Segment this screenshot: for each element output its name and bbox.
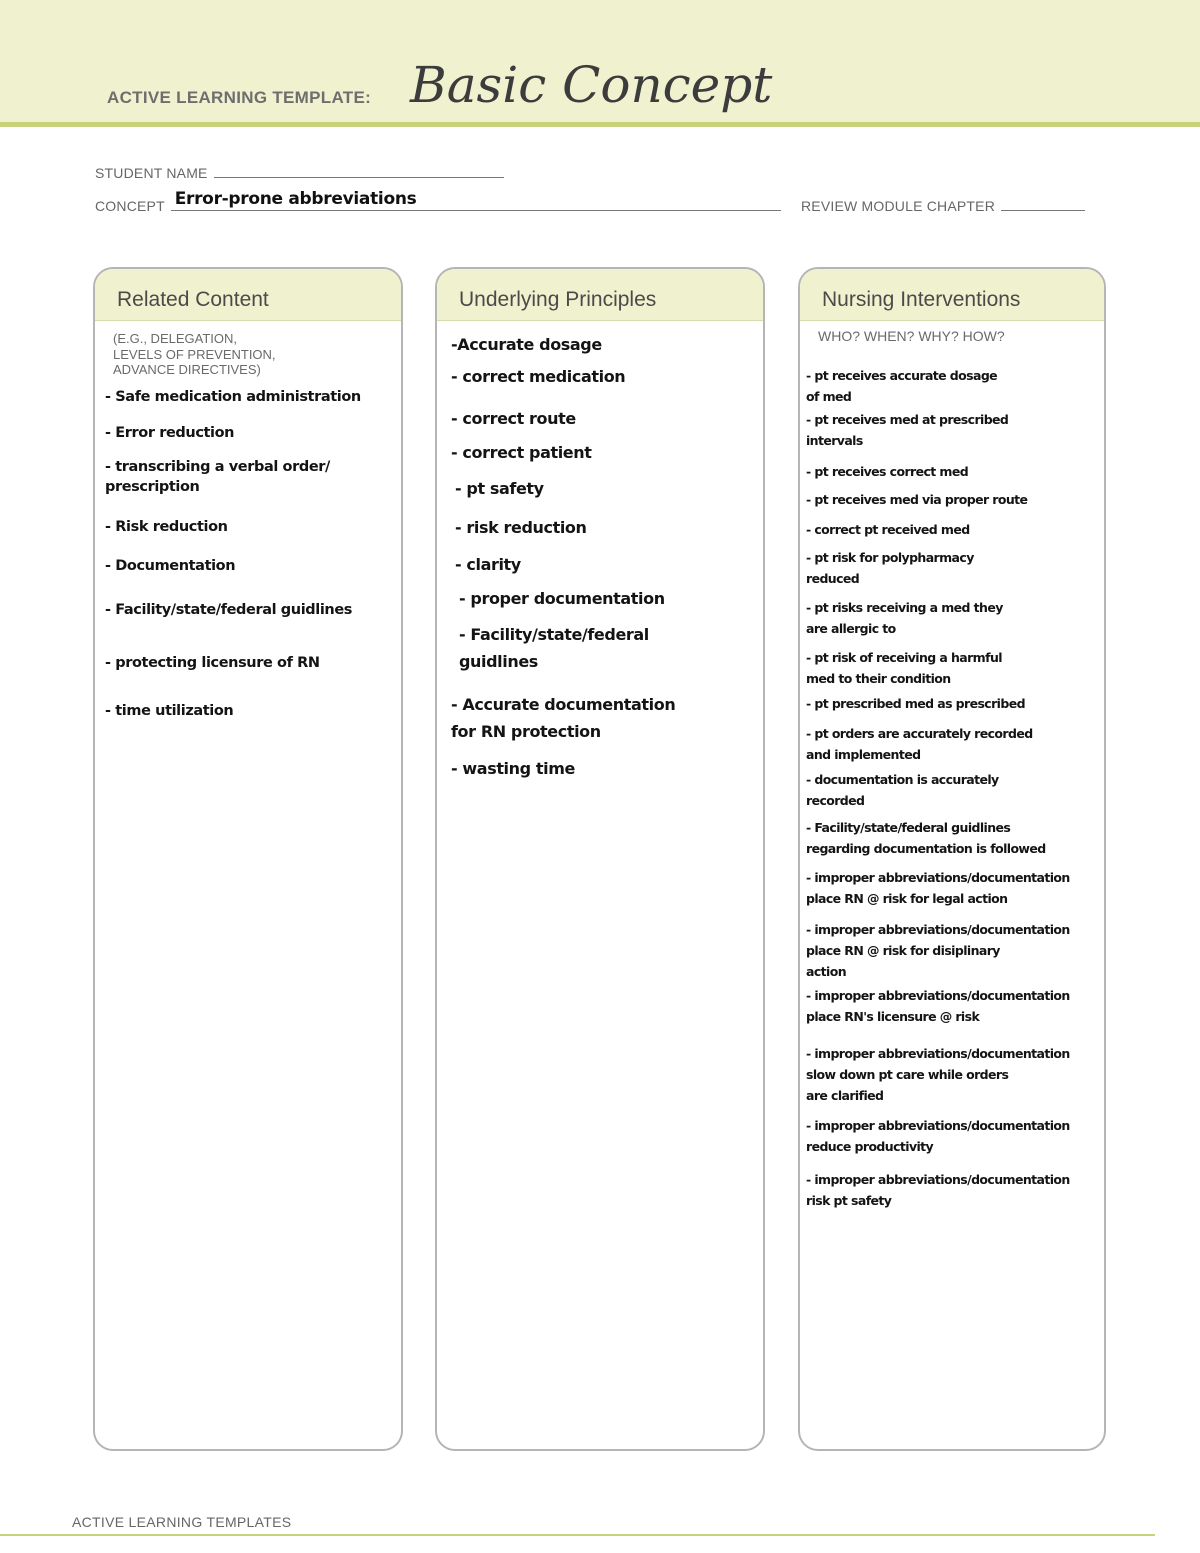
concept-value: Error-prone abbreviations xyxy=(174,189,417,209)
review-module-field[interactable] xyxy=(801,198,1085,214)
list-item[interactable]: - clarity xyxy=(455,555,521,574)
list-item[interactable]: - pt risk of receiving a harmful med to their condition xyxy=(806,650,1002,686)
list-item[interactable]: - Facility/state/federal guidlines regarding documentation is followed xyxy=(806,820,1046,856)
list-item[interactable]: - time utilization xyxy=(105,703,234,719)
nursing-interventions-subtitle: WHO? WHEN? WHY? HOW? xyxy=(818,328,1005,344)
related-content-card xyxy=(93,267,403,1451)
list-item[interactable]: - risk reduction xyxy=(455,518,587,537)
footer-label: ACTIVE LEARNING TEMPLATES xyxy=(72,1514,292,1530)
concept-label: CONCEPT xyxy=(95,198,165,214)
list-item[interactable]: - protecting licensure of RN xyxy=(105,655,320,671)
related-content-title: Related Content xyxy=(117,288,269,311)
list-item[interactable]: - improper abbreviations/documentation risk pt safety xyxy=(806,1172,1070,1208)
nursing-interventions-title: Nursing Interventions xyxy=(822,288,1021,311)
nursing-interventions-card xyxy=(798,267,1106,1451)
list-item[interactable]: - improper abbreviations/documentation slow down pt care while orders are clarified xyxy=(806,1046,1070,1103)
list-item[interactable]: - improper abbreviations/documentation reduce productivity xyxy=(806,1118,1070,1154)
list-item[interactable]: - pt risks receiving a med they are allergic to xyxy=(806,600,1003,636)
list-item[interactable]: - correct patient xyxy=(451,443,592,462)
list-item[interactable]: - correct pt received med xyxy=(806,522,970,537)
header-divider xyxy=(0,122,1200,127)
list-item[interactable]: - pt receives accurate dosage of med xyxy=(806,368,998,404)
subtitle-line: (E.G., DELEGATION, xyxy=(113,331,238,346)
list-item[interactable]: - Risk reduction xyxy=(105,519,228,535)
list-item[interactable]: - documentation is accurately recorded xyxy=(806,772,999,808)
list-item[interactable]: - improper abbreviations/documentation place RN @ risk for disiplinary action xyxy=(806,922,1070,979)
nursing-interventions-header xyxy=(800,269,1104,321)
list-item[interactable]: - transcribing a verbal order/ prescription xyxy=(105,459,330,495)
list-item[interactable]: - improper abbreviations/documentation place RN @ risk for legal action xyxy=(806,870,1070,906)
subtitle-line: LEVELS OF PREVENTION, xyxy=(113,346,276,362)
list-item[interactable]: - pt safety xyxy=(455,479,544,498)
list-item[interactable]: - Error reduction xyxy=(105,425,235,441)
list-item[interactable]: - pt receives med at prescribed intervals xyxy=(806,412,1009,448)
list-item[interactable]: - pt receives med via proper route xyxy=(806,492,1028,507)
student-name-line[interactable] xyxy=(214,165,504,178)
review-module-line[interactable] xyxy=(1001,198,1085,211)
list-item[interactable]: - improper abbreviations/documentation place RN's licensure @ risk xyxy=(806,988,1070,1024)
review-module-label: REVIEW MODULE CHAPTER xyxy=(801,198,995,214)
list-item[interactable]: - Facility/state/federal guidlines xyxy=(459,625,649,671)
template-title: Basic Concept xyxy=(410,56,773,114)
list-item[interactable]: -Accurate dosage xyxy=(451,335,602,354)
concept-field[interactable] xyxy=(95,189,781,214)
list-item[interactable]: - pt orders are accurately recorded and implemented xyxy=(806,726,1033,762)
list-item[interactable]: - pt risk for polypharmacy reduced xyxy=(806,550,974,586)
list-item[interactable]: - Facility/state/federal guidlines xyxy=(105,602,352,618)
list-item[interactable]: - Accurate documentation for RN protection xyxy=(451,695,676,741)
list-item[interactable]: - correct route xyxy=(451,409,576,428)
student-name-label: STUDENT NAME xyxy=(95,165,208,181)
list-item[interactable]: - proper documentation xyxy=(459,589,665,608)
list-item[interactable]: - wasting time xyxy=(451,759,575,778)
student-name-field[interactable] xyxy=(95,165,504,181)
underlying-principles-title: Underlying Principles xyxy=(459,288,657,311)
underlying-principles-header xyxy=(437,269,763,321)
concept-line[interactable] xyxy=(171,189,781,211)
related-content-header xyxy=(95,269,401,321)
list-item[interactable]: - Documentation xyxy=(105,558,236,574)
list-item[interactable]: - correct medication xyxy=(451,367,626,386)
template-label: ACTIVE LEARNING TEMPLATE: xyxy=(107,88,372,107)
subtitle-line: ADVANCE DIRECTIVES) xyxy=(113,362,261,377)
list-item[interactable]: - Safe medication administration xyxy=(105,389,361,405)
underlying-principles-card xyxy=(435,267,765,1451)
footer-divider xyxy=(0,1534,1155,1536)
list-item[interactable]: - pt receives correct med xyxy=(806,464,969,479)
list-item[interactable]: - pt prescribed med as prescribed xyxy=(806,696,1025,711)
